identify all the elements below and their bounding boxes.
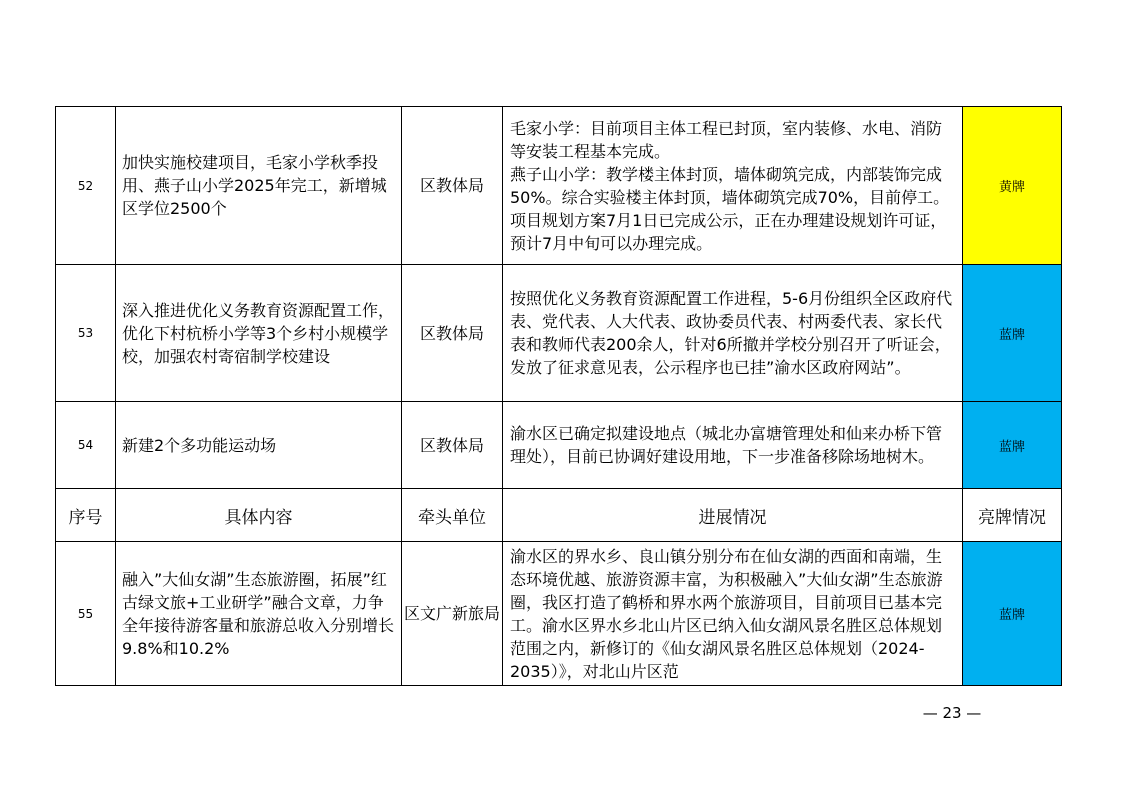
row-progress	[503, 107, 963, 265]
row-lead-unit: 区教体局	[402, 402, 503, 489]
header-unit: 牵头单位	[402, 489, 503, 542]
header-progress: 进展情况	[503, 489, 963, 542]
row-number: 52	[56, 107, 116, 265]
row-lead-unit: 区教体局	[402, 107, 503, 265]
row-progress: 按照优化义务教育资源配置工作进程，5-6月份组织全区政府代表、党代表、人大代表、政协委员代表、村两委代表、家长代表和教师代表200余人，针对6所撤并学校分别召开了听证会，发放了征求意见表，公示程序也已挂”渝水区政府网站”。	[503, 265, 963, 402]
row-lead-unit: 区文广新旅局	[402, 542, 503, 686]
status-badge-blue: 蓝牌	[963, 265, 1062, 402]
row-progress: 渝水区已确定拟建设地点（城北办富塘管理处和仙来办桥下管理处），目前已协调好建设用地，下一步准备移除场地树木。	[503, 402, 963, 489]
row-number: 54	[56, 402, 116, 489]
table-row	[56, 265, 1062, 402]
table-row	[56, 542, 1062, 686]
row-content: 融入”大仙女湖”生态旅游圈，拓展”红古绿文旅+工业研学”融合文章，力争全年接待游客量和旅游总收入分别增长9.8%和10.2%	[116, 542, 402, 686]
status-badge-yellow: 黄牌	[963, 107, 1062, 265]
status-badge-blue: 蓝牌	[963, 542, 1062, 686]
row-lead-unit: 区教体局	[402, 265, 503, 402]
progress-paragraph: 毛家小学：目前项目主体工程已封顶，室内装修、水电、消防等安装工程基本完成。	[510, 118, 943, 161]
header-content: 具体内容	[116, 489, 402, 542]
table-row	[56, 402, 1062, 489]
header-badge: 亮牌情况	[963, 489, 1062, 542]
progress-paragraph: 燕子山小学：教学楼主体封顶，墙体砌筑完成，内部装饰完成50%。综合实验楼主体封顶，墙体砌筑完成70%，目前停工。项目规划方案7月1日已完成公示，正在办理建设规划许可证，预计7月中旬可以办理完成。	[510, 164, 950, 253]
page-number: — 23 —	[922, 704, 982, 722]
table-row	[56, 107, 1062, 265]
status-badge-blue: 蓝牌	[963, 402, 1062, 489]
row-content: 新建2个多功能运动场	[116, 402, 402, 489]
table-header-row	[56, 489, 1062, 542]
progress-table	[55, 106, 1062, 686]
row-content: 加快实施校建项目，毛家小学秋季投用、燕子山小学2025年完工，新增城区学位2500个	[116, 107, 402, 265]
row-number: 53	[56, 265, 116, 402]
row-content: 深入推进优化义务教育资源配置工作，优化下村杭桥小学等3个乡村小规模学校，加强农村寄宿制学校建设	[116, 265, 402, 402]
row-number: 55	[56, 542, 116, 686]
header-no: 序号	[56, 489, 116, 542]
row-progress: 渝水区的界水乡、良山镇分别分布在仙女湖的西面和南端，生态环境优越、旅游资源丰富，为积极融入”大仙女湖”生态旅游圈，我区打造了鹤桥和界水两个旅游项目，目前项目已基本完工。渝水区界水乡北山片区已纳入仙女湖风景名胜区总体规划范围之内，新修订的《仙女湖风景名胜区总体规划（2024-2035）》，对北山片区范	[503, 542, 963, 686]
